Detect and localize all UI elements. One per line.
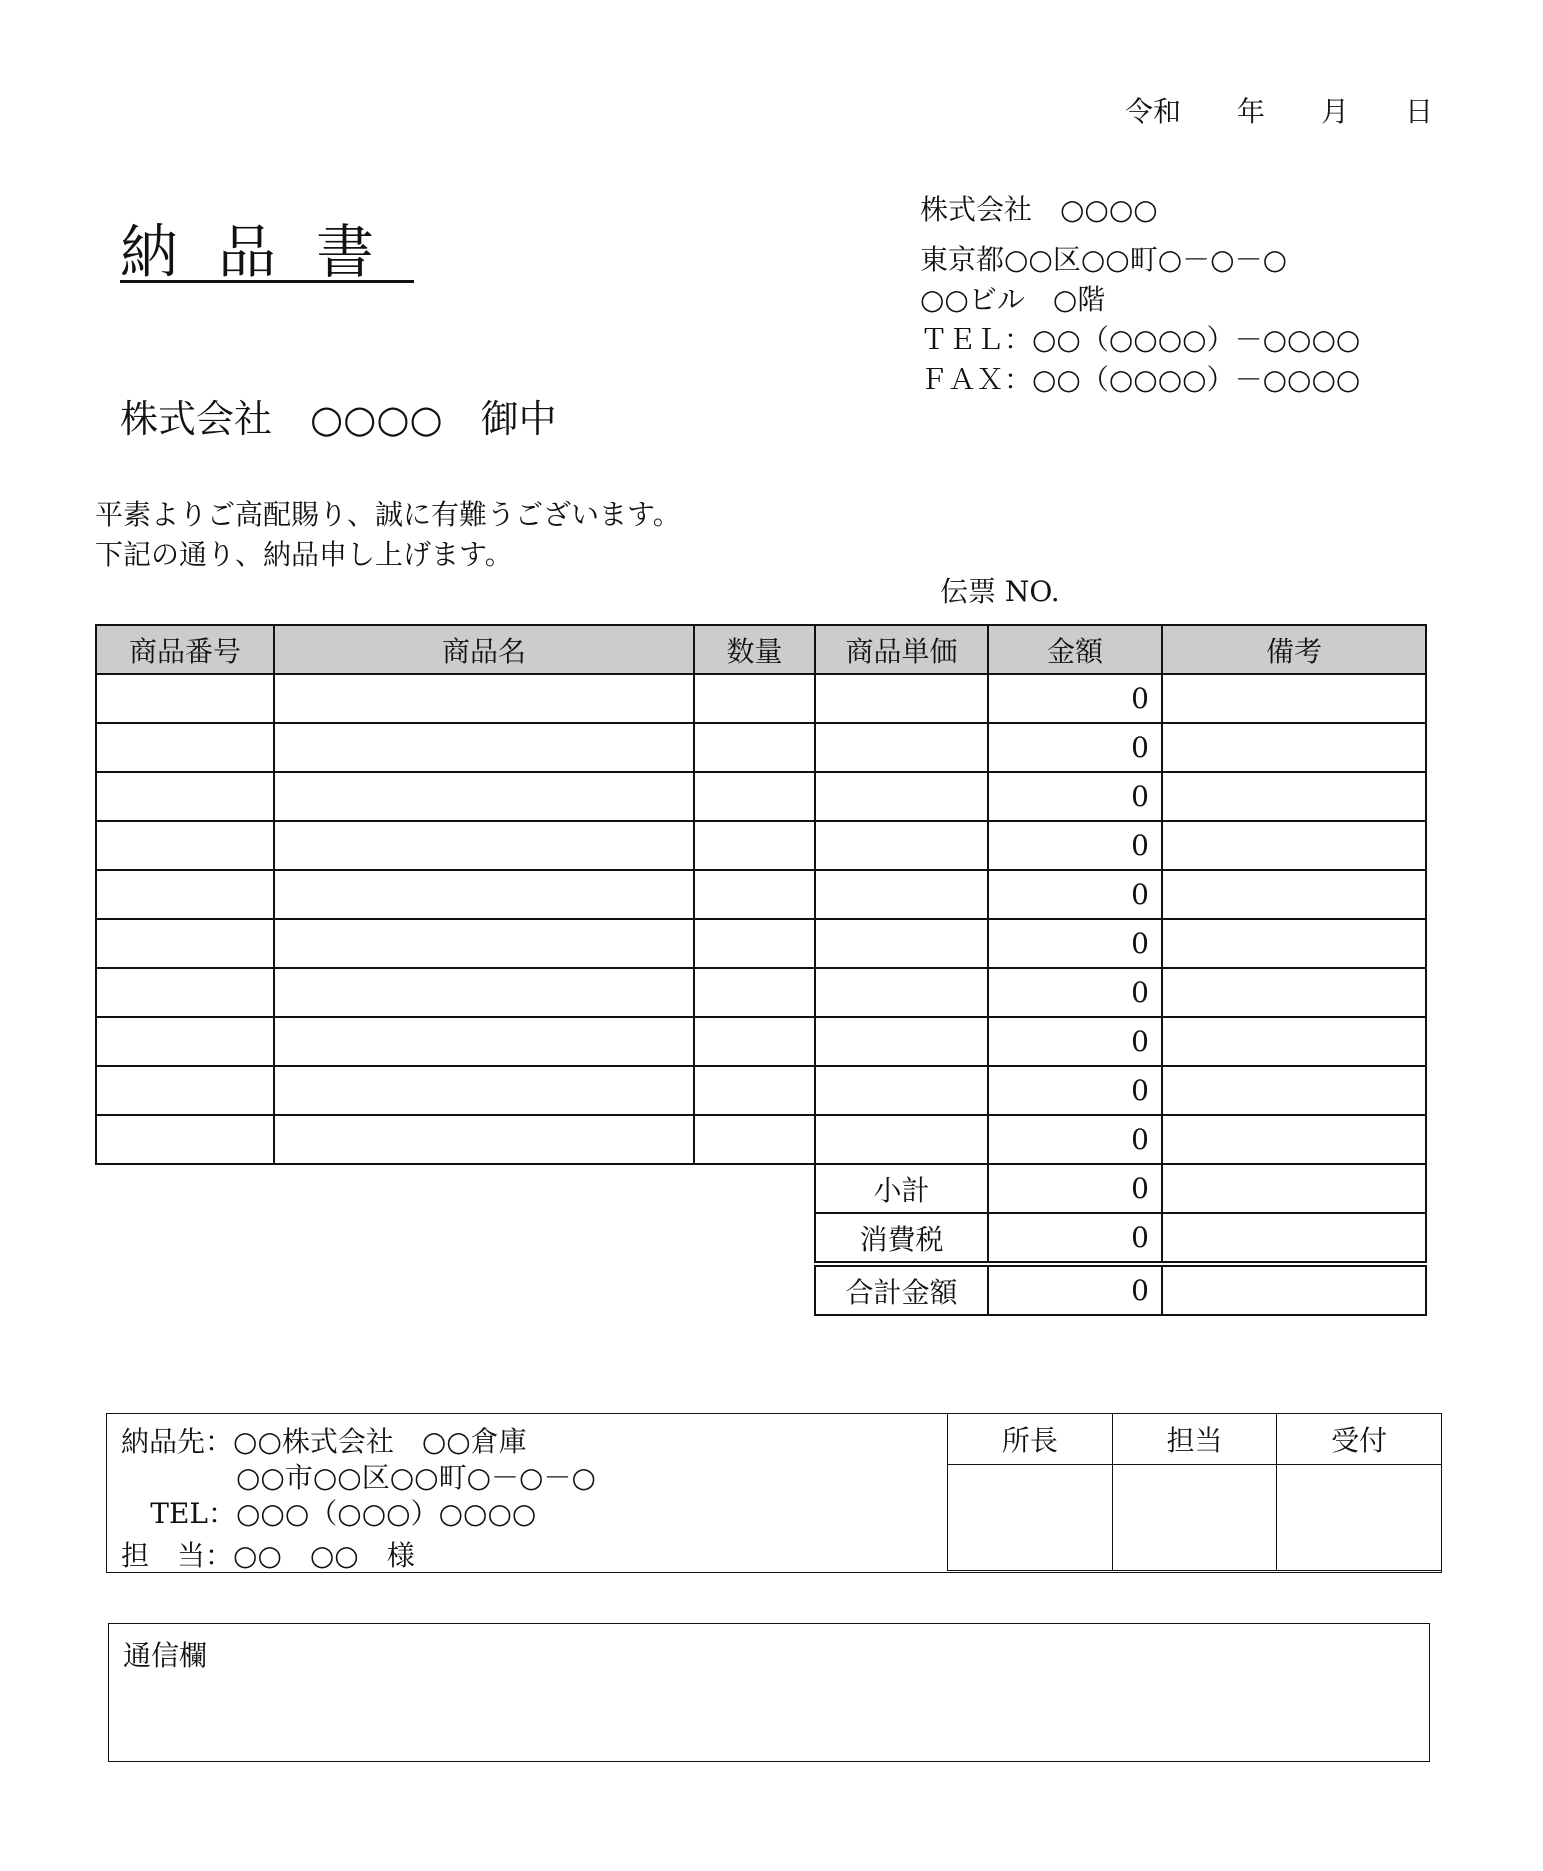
communication-label: 通信欄 (123, 1639, 208, 1672)
cell-unit-price[interactable] (815, 821, 988, 870)
cell-amount: 0 (988, 723, 1162, 772)
cell-product-code[interactable] (96, 821, 274, 870)
cell-remarks[interactable] (1162, 674, 1426, 723)
table-row (96, 1066, 1426, 1115)
cell-product-code[interactable] (96, 1066, 274, 1115)
cell-quantity[interactable] (694, 723, 815, 772)
date-line: 令和 年 月 日 (1124, 95, 1433, 128)
header-quantity: 数量 (694, 625, 815, 674)
items-table (95, 624, 1427, 1316)
cell-quantity[interactable] (694, 821, 815, 870)
blank-area (96, 1164, 815, 1213)
total-value: 0 (988, 1264, 1162, 1315)
cell-product-code[interactable] (96, 919, 274, 968)
table-row (96, 723, 1426, 772)
table-row (96, 1017, 1426, 1066)
cell-product-name[interactable] (274, 919, 694, 968)
cell-remarks[interactable] (1162, 870, 1426, 919)
header-amount: 金額 (988, 625, 1162, 674)
cell-quantity[interactable] (694, 870, 815, 919)
greeting-line-2: 下記の通り、納品申し上げます。 (95, 538, 513, 571)
cell-product-name[interactable] (274, 870, 694, 919)
stamp-box-staff[interactable] (1112, 1465, 1277, 1571)
greeting-line-1: 平素よりご高配賜り、誠に有難うございます。 (95, 498, 681, 531)
table-row (96, 674, 1426, 723)
delivery-company: ○○株式会社 ○○倉庫 (233, 1425, 527, 1458)
cell-product-name[interactable] (274, 968, 694, 1017)
stamp-header-manager: 所長 (948, 1414, 1113, 1465)
cell-product-code[interactable] (96, 1115, 274, 1164)
delivery-contact-label: 担 当： (121, 1539, 234, 1572)
stamp-box-reception[interactable] (1277, 1465, 1442, 1571)
cell-amount: 0 (988, 1066, 1162, 1115)
cell-quantity[interactable] (694, 674, 815, 723)
cell-unit-price[interactable] (815, 919, 988, 968)
cell-remarks[interactable] (1162, 1017, 1426, 1066)
subtotal-label: 小計 (815, 1164, 988, 1213)
cell-unit-price[interactable] (815, 723, 988, 772)
cell-amount: 0 (988, 870, 1162, 919)
issuer-tel: ＴＥＬ：○○（○○○○）－○○○○ (920, 323, 1361, 356)
cell-product-name[interactable] (274, 1115, 694, 1164)
issuer-address1: 東京都○○区○○町○－○－○ (920, 243, 1288, 276)
cell-product-name[interactable] (274, 723, 694, 772)
cell-amount: 0 (988, 1017, 1162, 1066)
cell-amount: 0 (988, 821, 1162, 870)
greeting (95, 495, 681, 575)
delivery-contact: ○○ ○○ 様 (233, 1539, 415, 1572)
cell-unit-price[interactable] (815, 772, 988, 821)
items-header-row (96, 625, 1426, 674)
cell-product-code[interactable] (96, 772, 274, 821)
stamp-box-manager[interactable] (948, 1465, 1113, 1571)
cell-remarks[interactable] (1162, 1066, 1426, 1115)
cell-amount: 0 (988, 772, 1162, 821)
blank-area (96, 1213, 815, 1264)
cell-unit-price[interactable] (815, 1066, 988, 1115)
cell-quantity[interactable] (694, 1017, 815, 1066)
table-row (96, 1115, 1426, 1164)
table-row (96, 772, 1426, 821)
issuer-company: 株式会社 ○○○○ (920, 193, 1158, 226)
document-title: 納品書 (120, 218, 415, 286)
cell-quantity[interactable] (694, 919, 815, 968)
tax-label: 消費税 (815, 1213, 988, 1264)
subtotal-value: 0 (988, 1164, 1162, 1213)
delivery-address: ○○市○○区○○町○－○－○ (236, 1461, 596, 1494)
cell-remarks[interactable] (1162, 1115, 1426, 1164)
delivery-to-label: 納品先： (121, 1425, 234, 1458)
header-remarks: 備考 (1162, 625, 1426, 674)
table-row (96, 870, 1426, 919)
cell-remarks[interactable] (1162, 968, 1426, 1017)
stamp-header-staff: 担当 (1112, 1414, 1277, 1465)
delivery-tel: ○○○（○○○）○○○○ (236, 1497, 537, 1530)
total-label: 合計金額 (815, 1264, 988, 1315)
cell-unit-price[interactable] (815, 1017, 988, 1066)
tax-value: 0 (988, 1213, 1162, 1264)
cell-product-code[interactable] (96, 723, 274, 772)
table-row (96, 821, 1426, 870)
cell-amount: 0 (988, 1115, 1162, 1164)
table-row (96, 919, 1426, 968)
issuer-address2: ○○ビル ○階 (920, 283, 1106, 316)
cell-product-code[interactable] (96, 1017, 274, 1066)
subtotal-row (96, 1164, 1426, 1213)
cell-quantity[interactable] (694, 1115, 815, 1164)
cell-product-name[interactable] (274, 1017, 694, 1066)
header-product-name: 商品名 (274, 625, 694, 674)
blank-area (96, 1264, 815, 1315)
cell-quantity[interactable] (694, 772, 815, 821)
cell-quantity[interactable] (694, 1066, 815, 1115)
cell-unit-price[interactable] (815, 968, 988, 1017)
delivery-info (121, 1424, 596, 1574)
issuer-block (920, 190, 1360, 400)
tax-remarks[interactable] (1162, 1213, 1426, 1264)
issuer-fax: ＦＡＸ：○○（○○○○）－○○○○ (920, 363, 1361, 396)
total-remarks[interactable] (1162, 1264, 1426, 1315)
cell-product-code[interactable] (96, 968, 274, 1017)
slip-number-label: 伝票 NO. (940, 575, 1060, 608)
cell-unit-price[interactable] (815, 1115, 988, 1164)
cell-remarks[interactable] (1162, 821, 1426, 870)
cell-quantity[interactable] (694, 968, 815, 1017)
cell-amount: 0 (988, 674, 1162, 723)
total-row (96, 1264, 1426, 1315)
cell-unit-price[interactable] (815, 674, 988, 723)
communication-box[interactable] (108, 1623, 1430, 1762)
delivery-tel-label: TEL： (150, 1497, 236, 1530)
cell-remarks[interactable] (1162, 919, 1426, 968)
cell-remarks[interactable] (1162, 772, 1426, 821)
cell-product-name[interactable] (274, 1066, 694, 1115)
cell-remarks[interactable] (1162, 723, 1426, 772)
cell-unit-price[interactable] (815, 870, 988, 919)
delivery-box (106, 1413, 1442, 1573)
header-product-code: 商品番号 (96, 625, 274, 674)
cell-amount: 0 (988, 968, 1162, 1017)
tax-row (96, 1213, 1426, 1264)
approval-stamps (947, 1413, 1442, 1571)
table-row (96, 968, 1426, 1017)
recipient: 株式会社 ○○○○ 御中 (120, 397, 557, 441)
cell-product-code[interactable] (96, 870, 274, 919)
cell-product-name[interactable] (274, 821, 694, 870)
cell-amount: 0 (988, 919, 1162, 968)
subtotal-remarks[interactable] (1162, 1164, 1426, 1213)
cell-product-code[interactable] (96, 674, 274, 723)
cell-product-name[interactable] (274, 674, 694, 723)
stamp-header-reception: 受付 (1277, 1414, 1442, 1465)
header-unit-price: 商品単価 (815, 625, 988, 674)
cell-product-name[interactable] (274, 772, 694, 821)
